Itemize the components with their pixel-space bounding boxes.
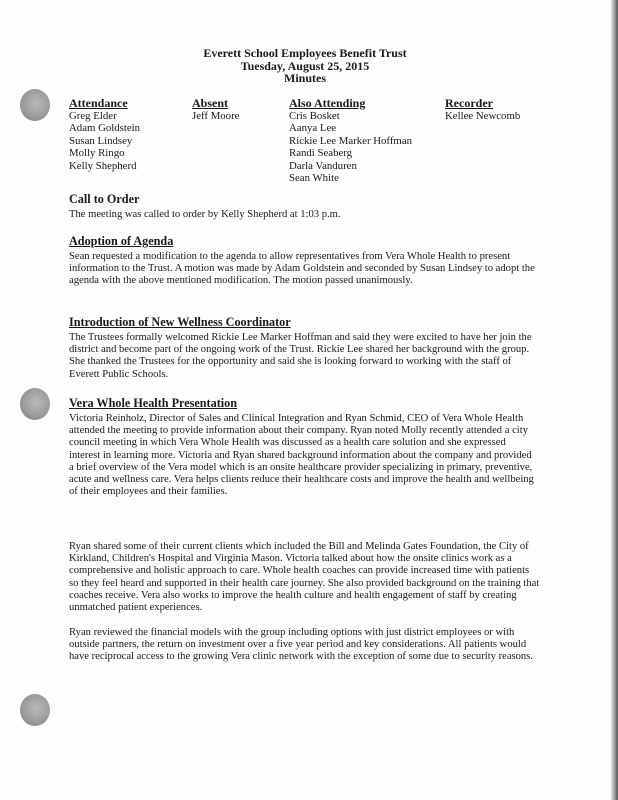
vera-presentation-section [69,396,539,498]
attendance-heading: Attendance [69,96,128,110]
section-heading: Call to Order [69,192,140,206]
punch-hole-bottom [20,694,50,726]
meeting-date: Tuesday, August 25, 2015 [240,58,370,73]
section-heading: Vera Whole Health Presentation [69,396,238,410]
document-header [0,47,618,85]
section-text: Victoria Reinholz, Director of Sales and Clinical Integration and Ryan Schmid, CEO of Vera Whole Health attended the meeting to provide information about their company. Ryan noted Molly recently attended a city council meeting in which Vera Whole Health was discussed as a health care solution and she expressed interest in learning more. Victoria and Ryan shared background information about the company and provided a brief overview of the Vera model which is an onsite healthcare provider specializing in primary, preventive, acute and wellness care. Vera helps clients reduce their healthcare costs and improve the health and wellbeing of their employees and their families. [69,413,534,498]
guest-name: Randi Seaberg [289,147,353,160]
attendance-column [69,97,140,172]
section-heading: Introduction of New Wellness Coordinator [69,315,291,329]
recorder-heading: Recorder [445,96,493,110]
punch-hole-middle [20,388,50,420]
adoption-of-agenda-section [69,234,539,288]
attendee-name: Molly Ringo [69,147,125,160]
section-text: Sean requested a modification to the agenda to allow representatives from Vera Whole Health to present information to the Trust. A motion was made by Adam Goldstein and seconded by Susan Lindsey to adopt the agenda with the above mentioned modification. The motion passed unanimously. [69,251,535,287]
document-type: Minutes [284,71,326,85]
absent-column [192,97,239,122]
vera-paragraph-financial: Ryan reviewed the financial models with the group including options with just district employees or with outside partners, the return on investment over a five year period and key considerations. All patients would have reciprocal access to the growing Vera clinic network with the exception of some due to security reasons. [69,627,534,663]
absent-heading: Absent [192,96,229,110]
punch-hole-top [20,89,50,121]
section-heading: Adoption of Agenda [69,234,174,248]
attendee-name: Greg Elder [69,110,117,122]
guest-name: Rickie Lee Marker Hoffman [289,134,413,147]
section-text: The meeting was called to order by Kelly Shepherd at 1:03 p.m. [69,209,341,220]
attendee-name: Kelly Shepherd [69,159,137,172]
vera-paragraph-clients: Ryan shared some of their current clients which included the Bill and Melinda Gates Foundation, the City of Kirkland, Children's Hospital and Virginia Mason. Victoria talked about how the onsite clinics work as a comprehensive and holistic approach to care. Whole health coaches can provide increased time with patients so they feel heard and supported in their health care journey. She also provided background on the training that coaches receive. Vera also works to improve the health culture and health engagement of staff by creating unmatched patient experiences. [69,541,540,614]
guest-name: Cris Bosket [289,110,340,122]
guest-name: Darla Vanduren [289,159,357,172]
absent-name: Jeff Moore [192,110,240,122]
also-attending-column [289,97,412,184]
attendee-name: Susan Lindsey [69,134,133,147]
section-text: The Trustees formally welcomed Rickie Lee Marker Hoffman and said they were excited to have her join the district and become part of the ongoing work of the Trust. Rickie Lee shared her background with the group. She thanked the Trustees for the opportunity and said she is looking forward to working with the staff of Everett Public Schools. [69,332,532,380]
guest-name: Sean White [289,172,339,185]
page-edge-shadow [610,0,618,800]
guest-name: Aanya Lee [289,122,337,135]
org-title: Everett School Employees Benefit Trust [203,46,407,60]
wellness-coordinator-section [69,315,539,381]
also-attending-heading: Also Attending [289,96,366,110]
recorder-column [445,97,520,122]
call-to-order-section [69,192,539,221]
attendee-name: Adam Goldstein [69,122,141,135]
recorder-name: Kellee Newcomb [445,110,521,122]
